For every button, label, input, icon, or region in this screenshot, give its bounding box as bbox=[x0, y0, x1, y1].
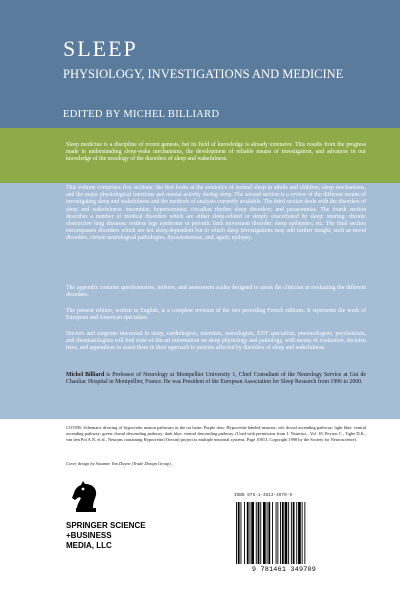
cover-design-credit: Cover design by Susanne Van Duyne (Trade Design Group). bbox=[66, 461, 172, 466]
description-paragraph-4: The present edition, written in English, is a complete revision of the two preceding French editions. It represents the work of European and American specialists. bbox=[66, 308, 366, 322]
cover-image-credit: COVER: Schematic drawing of hypocretin neuron pathways in the rat brain. Purple dots: Hypocretin-labeled neurons; red: dorsal ascending pathway; light blue: ventral ascending pathway; green: dorsal descending pathway; dark blue: ventral descending pathway. (Used with permission from J. Neurosci., Vol. 18, Peyron C., Tighe D.K., van den Pol A.N. et al., Neurons containing Hypocretin (Orexin) project to multiple neuronal systems. Page 10013, Copyright 1998 by the Society for Neuroscience). bbox=[66, 425, 366, 442]
isbn-barcode bbox=[234, 502, 334, 564]
description-paragraph-3: The appendix contains questionnaires, indexes, and assessment scales designed to assist the clinician in evaluating the different disorders. bbox=[66, 285, 366, 299]
barcode-bar bbox=[280, 502, 281, 564]
book-title: SLEEP bbox=[63, 36, 138, 61]
barcode-bar bbox=[244, 502, 245, 564]
publisher-line-3: MEDIA, LLC bbox=[66, 541, 112, 550]
barcode-bar bbox=[238, 502, 240, 564]
white-footer-area bbox=[0, 419, 400, 600]
barcode-bar bbox=[276, 502, 277, 564]
barcode-bar bbox=[236, 502, 237, 564]
barcode-bar bbox=[251, 502, 254, 564]
chess-knight-logo-icon bbox=[66, 478, 106, 518]
barcode-bar bbox=[293, 502, 295, 564]
author-name: Michel Billiard bbox=[66, 372, 105, 378]
barcode-bar bbox=[263, 502, 266, 564]
barcode-bar bbox=[304, 502, 305, 564]
barcode-bar bbox=[250, 502, 251, 564]
isbn-label: ISBN 978-1-4613-4970-9 bbox=[234, 493, 292, 498]
barcode-bar bbox=[288, 502, 289, 564]
description-paragraph-5: Doctors and surgeons interested in sleep, cardiologists, internists, neurologists, ENT specialists, pneumologists, psychiatrists, and rheumatologists will find state-of-the-art information on sleep physiology and pathology, with means of evaluation, decision trees, and appendices to assist them in their approach to patients affected by disorders of sleep and wakefulness. bbox=[66, 331, 366, 352]
barcode-digits: 9 781461 349709 bbox=[251, 566, 317, 574]
barcode-bar bbox=[268, 502, 270, 564]
publisher-name bbox=[66, 521, 206, 551]
barcode-bar bbox=[260, 502, 261, 564]
author-bio bbox=[66, 372, 366, 386]
book-editor: EDITED BY MICHEL BILLIARD bbox=[63, 109, 220, 120]
book-subtitle: PHYSIOLOGY, INVESTIGATIONS AND MEDICINE bbox=[63, 67, 344, 81]
description-paragraph-1: Sleep medicine is a discipline of recent genesis, but its field of knowledge is already extensive. This results from the progress made in understanding sleep-wake mechanisms, the development of reliable means of investigation, and advances in our knowledge of the nosology of the disorders of sleep and wakefulness. bbox=[66, 142, 366, 163]
barcode-bar bbox=[258, 502, 260, 564]
publisher-line-1: SPRINGER SCIENCE bbox=[66, 521, 146, 530]
barcode-bar bbox=[272, 502, 273, 564]
barcode-bar bbox=[277, 502, 278, 564]
barcode-bar bbox=[247, 502, 249, 564]
barcode-bar bbox=[291, 502, 292, 564]
barcode-bar bbox=[282, 502, 284, 564]
barcode-bar bbox=[298, 502, 301, 564]
description-paragraph-2: This volume comprises five sections: the first looks at the semiotics of normal sleep in adults and children, sleep mechanisms, and the major physiological functions and mental activity during sleep. The second section is a review of the different means of investigating sleep and wakefulness and the methods of analysis currently available. The third section deals with the disorders of sleep and wakefulness: insomnias; hypersomnias; circadian rhythm sleep disorders; and parasomnias. The fourth section describes a number of medical disorders which are either sleep-related or simply exacerbated by sleep: snoring; chronic obstructive lung diseases; restless legs syndrome or periodic limb movement disorder; sleep epilepsies; etc. The final section encompasses disorders which are not sleep-dependent but to which sleep investigations may add further insight, such as mood disorders, certain neurological pathologies, dysautonomias, and, again, epilepsy. bbox=[66, 185, 366, 242]
barcode-bar bbox=[256, 502, 257, 564]
barcode-bar bbox=[296, 502, 297, 564]
publisher-line-2: +BUSINESS bbox=[66, 531, 112, 540]
barcode-bar bbox=[285, 502, 288, 564]
barcode-bar bbox=[267, 502, 268, 564]
barcode-bar bbox=[302, 502, 303, 564]
barcode-bar bbox=[241, 502, 242, 564]
author-bio-text: is Professor of Neurology at Montpellier University 1, Chief Consultant of the Neurology Service at Gui de Chauliac Hospital in Montpellier, France. He was President of the European Association for Sleep Research from 1996 to 2000. bbox=[66, 372, 366, 386]
